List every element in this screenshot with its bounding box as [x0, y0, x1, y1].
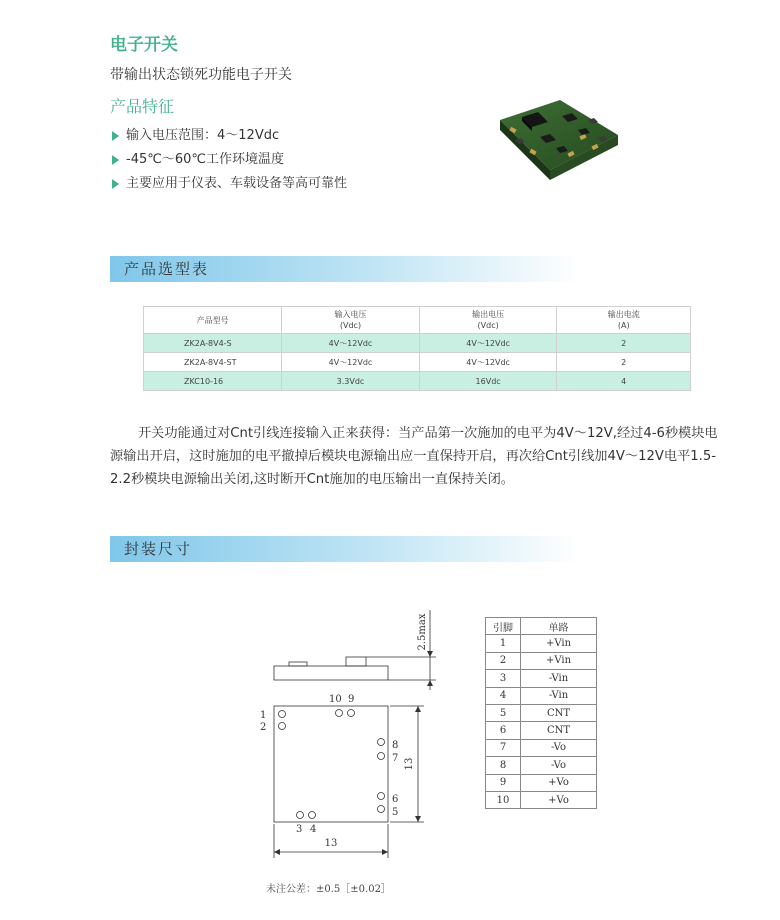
pin-7	[378, 753, 385, 760]
column-header: 输出电流 (A)	[557, 307, 691, 334]
pin-3	[297, 812, 304, 819]
table-row: 6 CNT	[486, 722, 597, 739]
product-image	[470, 90, 630, 200]
table-row: 5 CNT	[486, 704, 597, 721]
pin-6	[378, 793, 385, 800]
table-row: ZK2A-8V4-ST 4V～12Vdc 4V～12Vdc 2	[144, 353, 691, 372]
feature-item: -45℃～60℃工作环境温度	[110, 148, 347, 172]
package-drawing	[240, 580, 450, 870]
table-row: 3 -Vin	[486, 670, 597, 687]
table-row: 1 +Vin	[486, 635, 597, 652]
selection-table	[143, 306, 691, 391]
height-dimension-label: 2.5max	[417, 613, 428, 651]
package-section-bar: 封装尺寸	[110, 536, 580, 562]
page-title: 电子开关	[110, 35, 178, 55]
side-view-board	[274, 666, 388, 680]
table-row: 4 -Vin	[486, 687, 597, 704]
bottom-dimension-label: 13	[324, 838, 338, 849]
table-header-row: 引脚 单路	[486, 618, 597, 635]
top-view-board	[274, 706, 388, 822]
pin-8	[378, 739, 385, 746]
selection-section-bar: 产品选型表	[110, 256, 580, 282]
table-row: ZKC10-16 3.3Vdc 16Vdc 4	[144, 372, 691, 391]
pin-label: 4	[310, 824, 317, 835]
pin-label: 9	[348, 694, 355, 705]
column-header: 输入电压 (Vdc)	[282, 307, 420, 334]
pin-label: 3	[296, 824, 303, 835]
table-row: 10 +Vo	[486, 791, 597, 808]
pin-assignment-table	[485, 617, 597, 809]
side-view-component	[346, 657, 366, 666]
feature-list	[110, 124, 347, 196]
column-header: 输出电压 (Vdc)	[419, 307, 557, 334]
pin-label: 10	[329, 694, 342, 705]
pin-10	[336, 710, 343, 717]
features-heading: 产品特征	[110, 97, 175, 116]
table-row: ZK2A-8V4-S 4V～12Vdc 4V～12Vdc 2	[144, 334, 691, 353]
column-header: 产品型号	[144, 307, 282, 334]
feature-item: 输入电压范围：4～12Vdc	[110, 124, 347, 148]
triangle-bullet-icon	[112, 131, 119, 141]
side-dimension-label: 13	[404, 757, 415, 771]
pin-label: 6	[392, 794, 399, 805]
table-row: 2 +Vin	[486, 652, 597, 669]
tolerance-note: 未注公差：±0.5［±0.02］	[266, 884, 391, 895]
pin-9	[348, 710, 355, 717]
pin-label: 1	[260, 710, 267, 721]
table-row: 8 -Vo	[486, 757, 597, 774]
triangle-bullet-icon	[112, 155, 119, 165]
table-row: 9 +Vo	[486, 774, 597, 791]
table-row: 7 -Vo	[486, 739, 597, 756]
side-view-component	[289, 662, 307, 666]
pin-5	[378, 806, 385, 813]
pin-label: 8	[392, 740, 399, 751]
pin-1	[279, 711, 286, 718]
triangle-bullet-icon	[112, 179, 119, 189]
pin-label: 2	[260, 722, 267, 733]
product-subtitle: 带输出状态锁死功能电子开关	[110, 67, 292, 83]
pin-2	[279, 723, 286, 730]
pin-4	[309, 812, 316, 819]
feature-item: 主要应用于仪表、车载设备等高可靠性	[110, 172, 347, 196]
function-description: 开关功能通过对Cnt引线连接输入正来获得：当产品第一次施加的电平为4V～12V,经过4-6秒模块电源输出开启，这时施加的电平撤掉后模块电源输出应一直保持开启，再次给Cnt引线加4V～12V电平1.5-2.2秒模块电源输出关闭,这时断开Cnt施加的电压输出一直保持关闭。	[110, 426, 718, 487]
pin-label: 5	[392, 807, 399, 818]
pin-label: 7	[392, 753, 399, 764]
